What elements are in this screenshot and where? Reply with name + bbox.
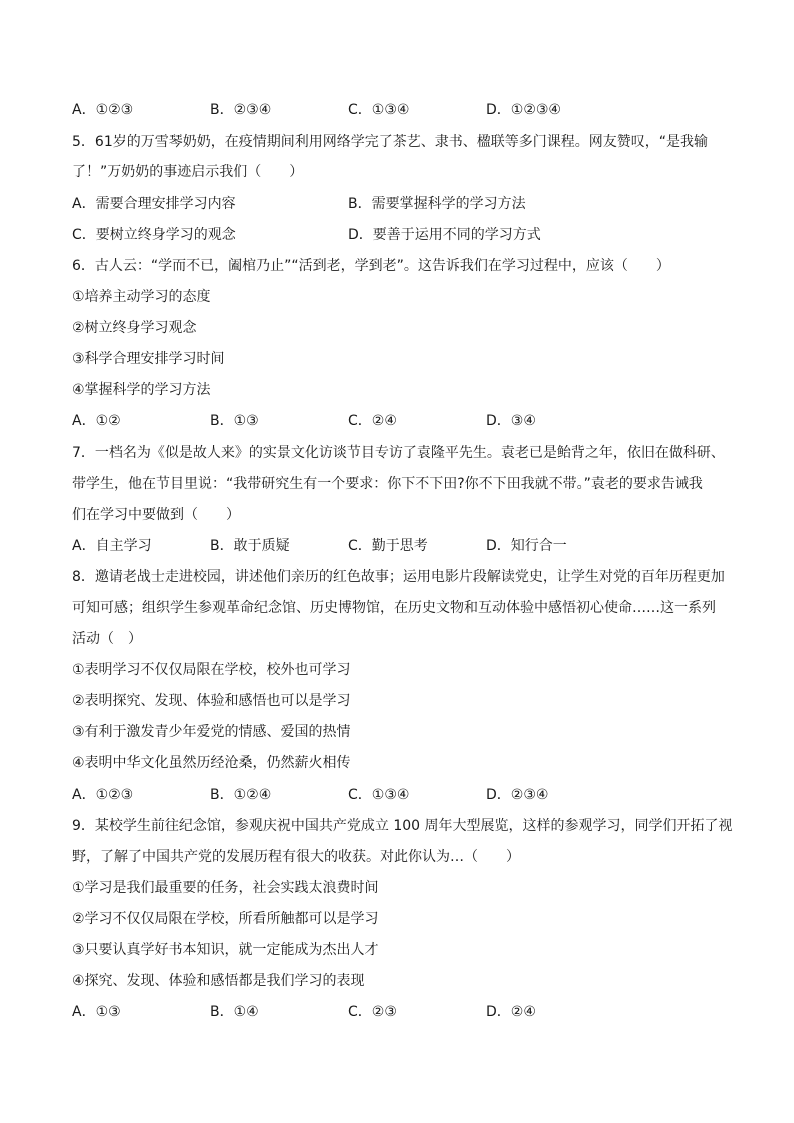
q8-option-a: A．①②③ (72, 787, 134, 803)
q8-stem-line-1: 8．邀请老战士走进校园，讲述他们亲历的红色故事；运用电影片段解读党史，让学生对党的百年历程更加 (72, 569, 725, 585)
q9-option-b: B．①④ (210, 1004, 259, 1020)
q8-item-3: ③有利于激发青少年爱党的情感、爱国的热情 (72, 724, 351, 740)
q6-option-c: C．②④ (348, 413, 397, 429)
q9-stem-line-1: 9．某校学生前往纪念馆，参观庆祝中国共产党成立 100 周年大型展览，这样的参观学习，同学们开拓了视 (72, 818, 733, 834)
q9-item-4: ④探究、发现、体验和感悟都是我们学习的表现 (72, 973, 365, 989)
q7-stem-line-3: 们在学习中要做到（ ） (72, 507, 240, 523)
q8-item-4: ④表明中华文化虽然历经沧桑，仍然薪火相传 (72, 755, 351, 771)
q8-option-d: D．②③④ (486, 787, 549, 803)
q7-option-c: C．勤于思考 (348, 538, 428, 554)
q7-option-a: A．自主学习 (72, 538, 152, 554)
q5-option-d: D．要善于运用不同的学习方式 (348, 227, 541, 243)
q4-option-b: B．②③④ (210, 102, 272, 118)
q8-stem-line-2: 可知可感；组织学生参观革命纪念馆、历史博物馆，在历史文物和互动体验中感悟初心使命……这一系列 (72, 600, 716, 616)
q5-option-a: A．需要合理安排学习内容 (72, 196, 236, 212)
q9-item-3: ③只要认真学好书本知识，就一定能成为杰出人才 (72, 942, 379, 958)
q6-option-a: A．①② (72, 413, 121, 429)
q9-stem-line-2: 野，了解了中国共产党的发展历程有很大的收获。对此你认为…（ ） (72, 849, 520, 865)
q4-option-c: C．①③④ (348, 102, 410, 118)
q8-option-c: C．①③④ (348, 787, 410, 803)
q6-item-3: ③科学合理安排学习时间 (72, 351, 225, 367)
q9-option-a: A．①③ (72, 1004, 121, 1020)
q6-stem-line-1: 6．古人云：“学而不已，阖棺乃止”“活到老，学到老”。这告诉我们在学习过程中，应该（ ） (72, 258, 670, 274)
q5-stem-line-1: 5．61岁的万雪琴奶奶，在疫情期间利用网络学完了茶艺、隶书、楹联等多门课程。网友赞叹，“是我输 (72, 134, 708, 150)
q9-option-c: C．②③ (348, 1004, 397, 1020)
q4-option-a: A．①②③ (72, 102, 134, 118)
q5-option-b: B．需要掌握科学的学习方法 (348, 196, 526, 212)
q9-item-1: ①学习是我们最重要的任务，社会实践太浪费时间 (72, 880, 379, 896)
q9-item-2: ②学习不仅仅局限在学校，所看所触都可以是学习 (72, 911, 379, 927)
q7-stem-line-1: 7．一档名为《似是故人来》的实景文化访谈节目专访了袁隆平先生。袁老已是鲐背之年，依旧在做科研、 (72, 445, 725, 461)
q6-item-2: ②树立终身学习观念 (72, 320, 197, 336)
q6-item-4: ④掌握科学的学习方法 (72, 382, 211, 398)
q6-option-d: D．③④ (486, 413, 536, 429)
q4-option-d: D．①②③④ (486, 102, 561, 118)
q8-option-b: B．①②④ (210, 787, 272, 803)
q8-item-2: ②表明探究、发现、体验和感悟也可以是学习 (72, 693, 351, 709)
q5-stem-line-2: 了！”万奶奶的事迹启示我们（ ） (72, 164, 304, 180)
q7-option-b: B．敢于质疑 (210, 538, 290, 554)
q7-stem-line-2: 带学生，他在节目里说：“我带研究生有一个要求：你下不下田?你不下田我就不带。”袁老的要求告诫我 (72, 476, 703, 492)
q6-option-b: B．①③ (210, 413, 259, 429)
q9-option-d: D．②④ (486, 1004, 536, 1020)
q7-option-d: D．知行合一 (486, 538, 567, 554)
q6-item-1: ①培养主动学习的态度 (72, 289, 211, 305)
q8-stem-line-3: 活动（ ） (72, 631, 142, 647)
q8-item-1: ①表明学习不仅仅局限在学校，校外也可学习 (72, 662, 351, 678)
q5-option-c: C．要树立终身学习的观念 (72, 227, 236, 243)
